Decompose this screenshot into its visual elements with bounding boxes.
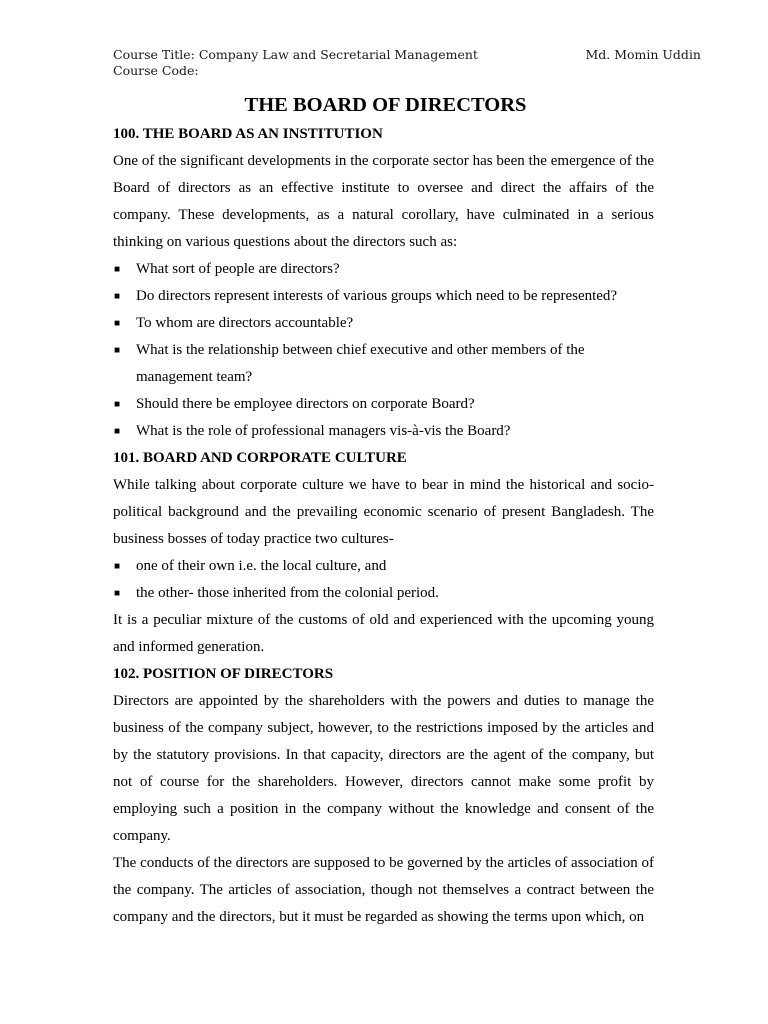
square-bullet-icon: ■: [114, 345, 121, 356]
list-item: [113, 256, 654, 283]
list-item-text: What is the relationship between chief executive and other members of the management team?: [136, 342, 585, 385]
list-item: [113, 310, 654, 337]
square-bullet-icon: ■: [114, 264, 121, 275]
section-101-intro: While talking about corporate culture we have to bear in mind the historical and socio-political background and the prevailing economic scenario of present Bangladesh. The business bosses of today practice two cultures-: [113, 477, 654, 547]
list-item-text: one of their own i.e. the local culture, and: [136, 558, 387, 574]
list-item-text: Should there be employee directors on corporate Board?: [136, 396, 475, 412]
section-heading-101: 101. BOARD AND CORPORATE CULTURE: [113, 450, 407, 466]
list-item: [113, 283, 654, 310]
course-code: Course Code:: [113, 63, 199, 78]
square-bullet-icon: ■: [114, 399, 121, 410]
list-item: [113, 391, 654, 418]
document-title: THE BOARD OF DIRECTORS: [244, 94, 527, 116]
section-102-paragraph-2: The conducts of the directors are supposed to be governed by the articles of association of the company. The articles of association, though not themselves a contract between the company and the directors, but it must be regarded as showing the terms upon which, on: [113, 855, 654, 925]
list-item-text: To whom are directors accountable?: [136, 315, 354, 331]
section-101-outro: It is a peculiar mixture of the customs of old and experienced with the upcoming young and informed generation.: [113, 612, 654, 655]
list-item: [113, 553, 654, 580]
course-title: Course Title: Company Law and Secretarial Management: [113, 47, 478, 62]
section-102-paragraph-1: Directors are appointed by the shareholders with the powers and duties to manage the business of the company subject, however, to the restrictions imposed by the articles and by the statutory provisions. In that capacity, directors are the agent of the company, but not of course for the shareholders. However, directors cannot make some profit by employing such a position in the company without the knowledge and consent of the company.: [113, 693, 654, 844]
list-item-text: Do directors represent interests of various groups which need to be represented?: [136, 288, 618, 304]
page-header: [113, 47, 701, 79]
list-item: [113, 418, 654, 445]
square-bullet-icon: ■: [114, 561, 121, 572]
list-item-text: What is the role of professional managers vis-à-vis the Board?: [136, 423, 511, 439]
section-101-bullet-list: [113, 553, 654, 607]
header-row: [113, 47, 701, 63]
square-bullet-icon: ■: [114, 426, 121, 437]
list-item: [113, 580, 654, 607]
section-100-bullet-list: [113, 256, 654, 445]
list-item-text: What sort of people are directors?: [136, 261, 340, 277]
document-body: [113, 92, 654, 931]
section-heading-100: 100. THE BOARD AS AN INSTITUTION: [113, 126, 383, 142]
author-name: Md. Momin Uddin: [585, 47, 701, 62]
list-item: [113, 337, 654, 391]
square-bullet-icon: ■: [114, 291, 121, 302]
section-100-intro: One of the significant developments in the corporate sector has been the emergence of the Board of directors as an effective institute to oversee and direct the affairs of the company. These developments, as a natural corollary, have culminated in a serious thinking on various questions about the directors such as:: [113, 153, 654, 250]
square-bullet-icon: ■: [114, 318, 121, 329]
list-item-text: the other- those inherited from the colonial period.: [136, 585, 439, 601]
section-heading-102: 102. POSITION OF DIRECTORS: [113, 666, 334, 682]
square-bullet-icon: ■: [114, 588, 121, 599]
